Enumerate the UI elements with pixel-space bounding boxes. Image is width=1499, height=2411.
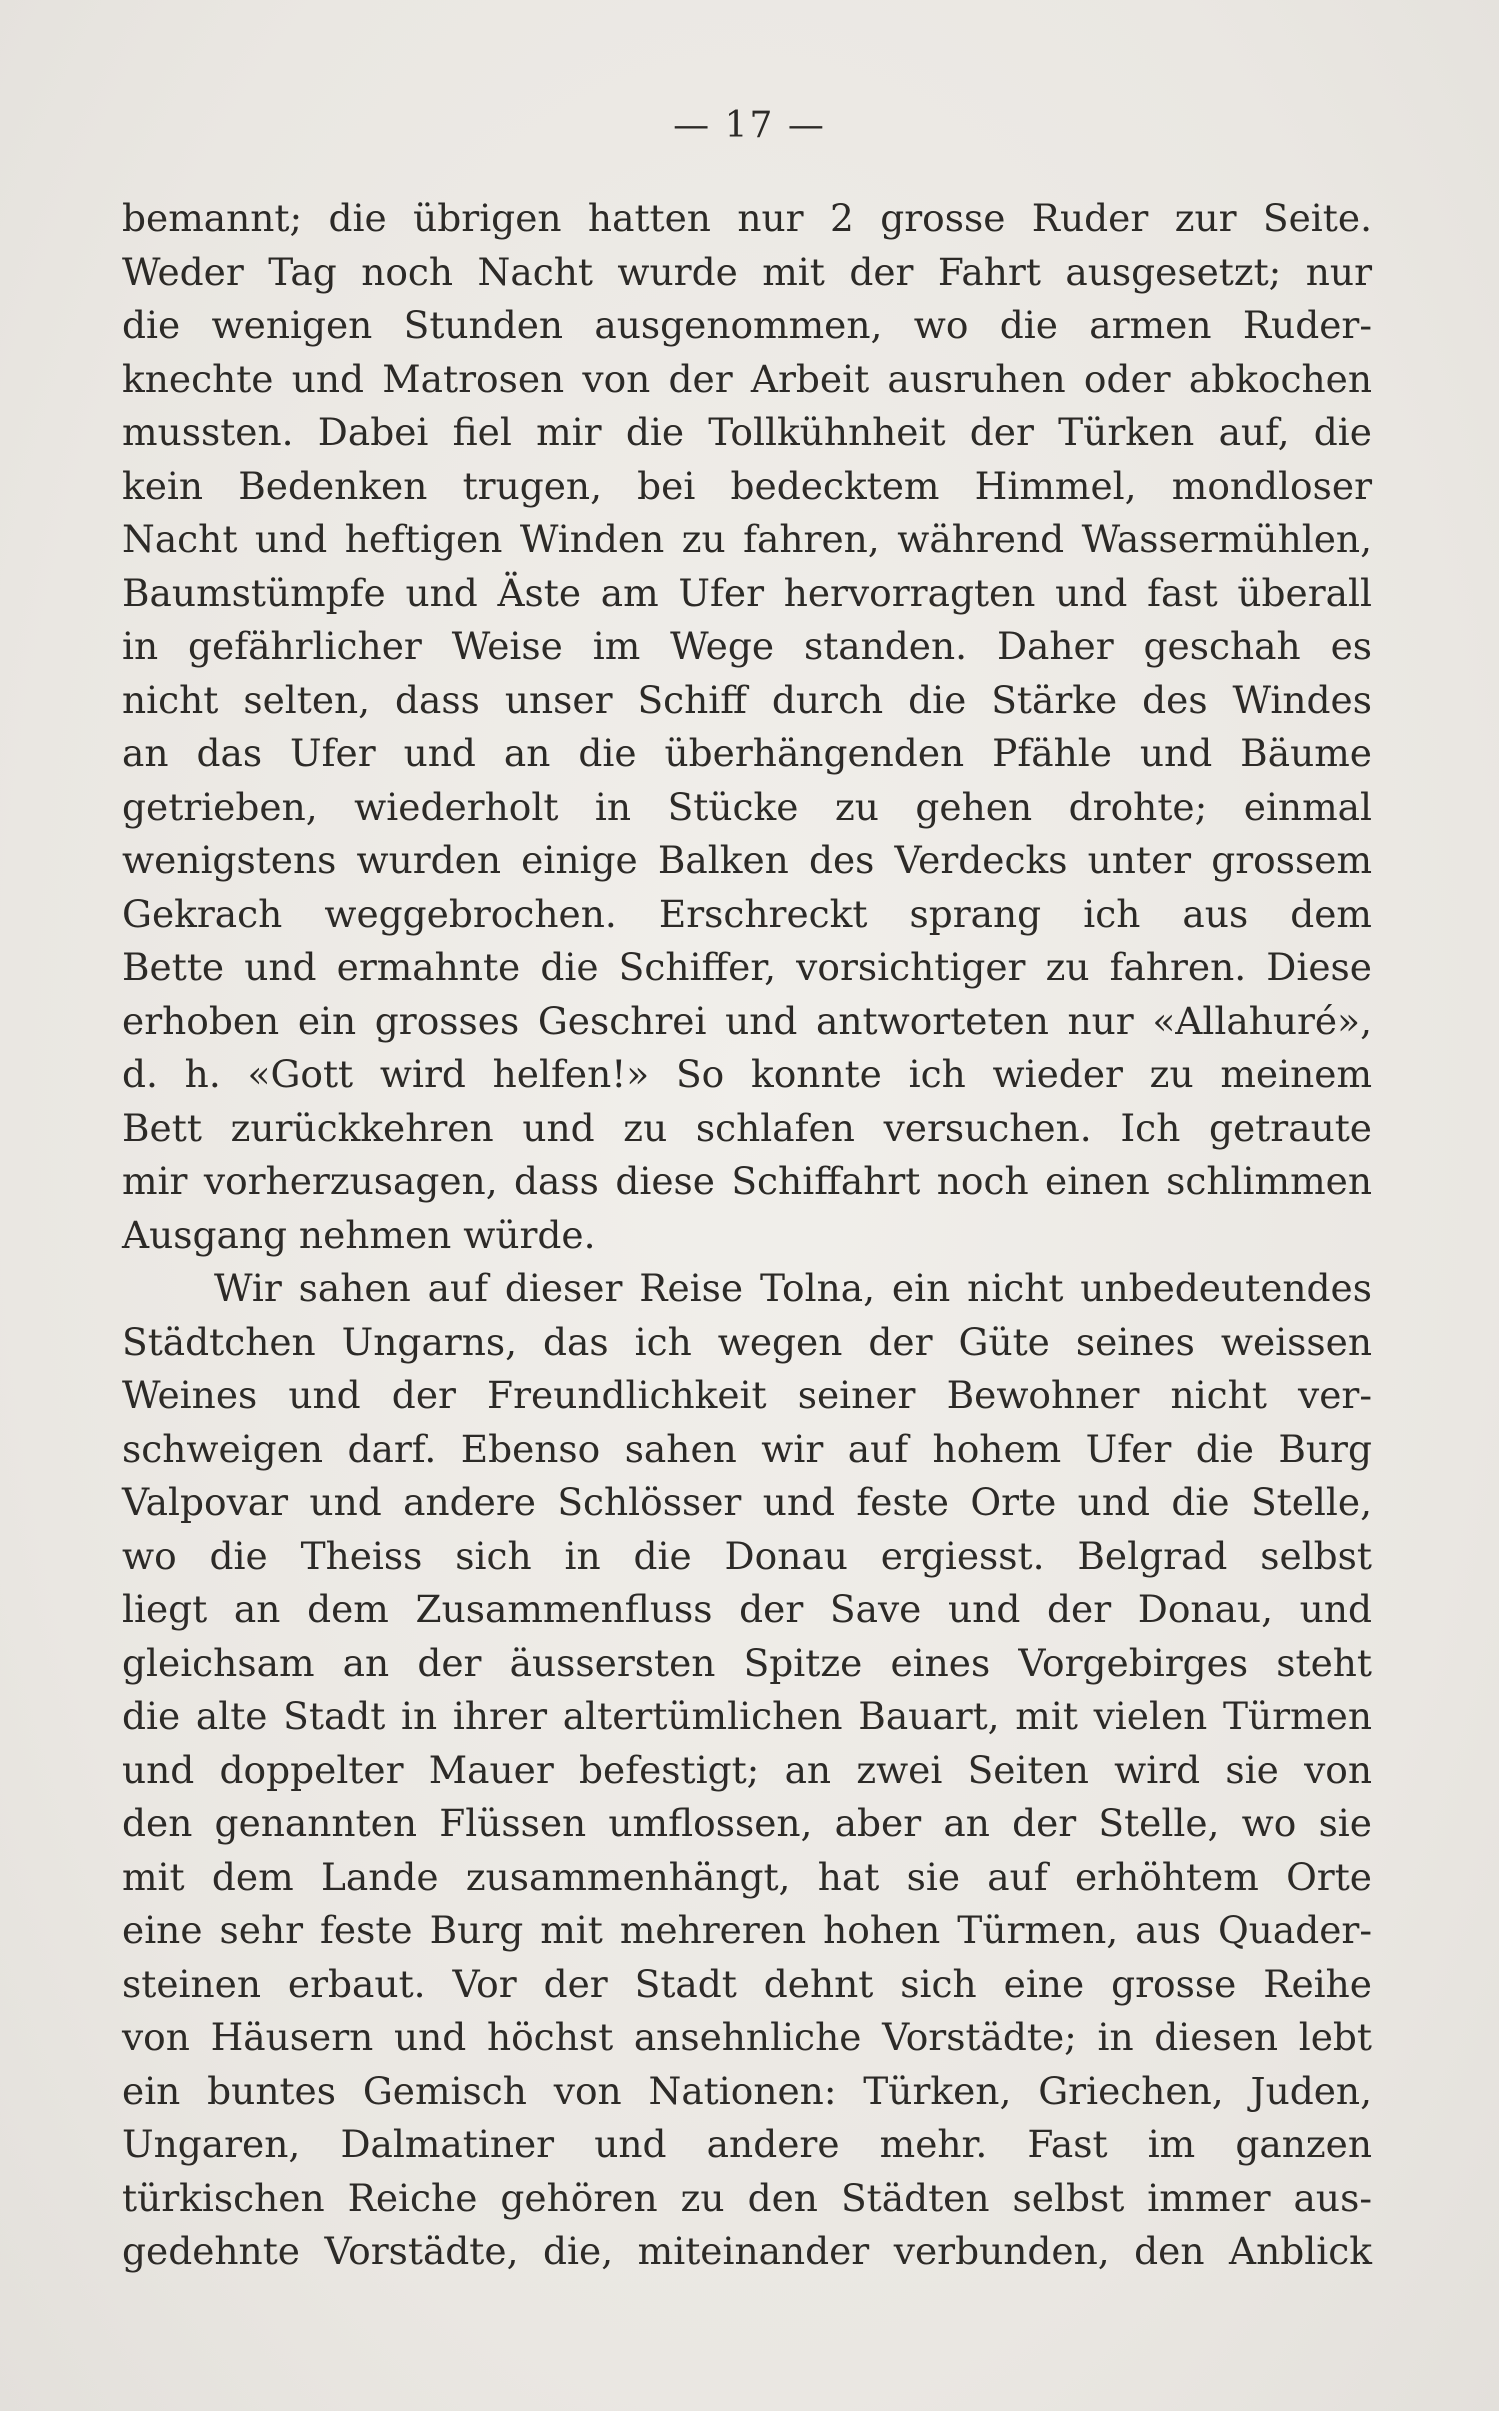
text-line: Nacht und heftigen Winden zu fahren, während Wassermühlen,: [122, 517, 1372, 561]
text-line: Baumstümpfe und Äste am Ufer hervorragten und fast überall: [122, 570, 1372, 615]
text-line: die alte Stadt in ihrer altertümlichen Bauart, mit vielen Türmen: [122, 1694, 1372, 1738]
body-text: [122, 192, 1372, 2279]
text-line: Gekrach weggebrochen. Erschreckt sprang ich aus dem: [122, 891, 1372, 936]
text-line: Bette und ermahnte die Schiffer, vorsichtiger zu fahren. Diese: [122, 945, 1372, 989]
text-line: erhoben ein grosses Geschrei und antworteten nur «Allahuré»,: [122, 998, 1372, 1043]
text-line: gedehnte Vorstädte, die, miteinander verbunden, den Anblick: [122, 2229, 1372, 2273]
text-line: wo die Theiss sich in die Donau ergiesst. Belgrad selbst: [122, 1533, 1372, 1578]
text-line: die wenigen Stunden ausgenommen, wo die armen Ruder-: [122, 303, 1372, 347]
text-line: steinen erbaut. Vor der Stadt dehnt sich eine grosse Reihe: [122, 1961, 1372, 2006]
text-line: mussten. Dabei fiel mir die Tollkühnheit der Türken auf, die: [122, 410, 1372, 454]
text-line: an das Ufer und an die überhängenden Pfähle und Bäume: [122, 731, 1372, 775]
text-line: Städtchen Ungarns, das ich wegen der Güte seines weissen: [122, 1319, 1372, 1364]
text-line: den genannten Flüssen umflossen, aber an der Stelle, wo sie: [122, 1801, 1372, 1845]
text-line: schweigen darf. Ebenso sahen wir auf hohem Ufer die Burg: [122, 1426, 1372, 1471]
text-line: knechte und Matrosen von der Arbeit ausruhen oder abkochen: [122, 356, 1372, 401]
text-line: mir vorherzusagen, dass diese Schiffahrt noch einen schlimmen: [122, 1159, 1372, 1203]
text-line: von Häusern und höchst ansehnliche Vorstädte; in diesen lebt: [122, 2015, 1372, 2059]
text-line: und doppelter Mauer befestigt; an zwei Seiten wird sie von: [122, 1747, 1372, 1792]
text-line: Valpovar und andere Schlösser und feste Orte und die Stelle,: [122, 1480, 1372, 1524]
text-line: mit dem Lande zusammenhängt, hat sie auf erhöhtem Orte: [122, 1854, 1372, 1899]
text-line: d. h. «Gott wird helfen!» So konnte ich wieder zu meinem: [122, 1052, 1372, 1096]
text-line: getrieben, wiederholt in Stücke zu gehen drohte; einmal: [122, 784, 1372, 829]
text-line: Weder Tag noch Nacht wurde mit der Fahrt ausgesetzt; nur: [122, 249, 1372, 294]
text-line: Ungaren, Dalmatiner und andere mehr. Fast im ganzen: [122, 2122, 1372, 2166]
text-line: türkischen Reiche gehören zu den Städten selbst immer aus-: [122, 2175, 1372, 2220]
paragraph-end-line: Ausgang nehmen würde.: [122, 1212, 596, 1257]
text-line: eine sehr feste Burg mit mehreren hohen Türmen, aus Quader-: [122, 1908, 1372, 1952]
text-line: bemannt; die übrigen hatten nur 2 grosse Ruder zur Seite.: [122, 196, 1372, 240]
text-line: kein Bedenken trugen, bei bedecktem Himmel, mondloser: [122, 463, 1372, 508]
text-line: Bett zurückkehren und zu schlafen versuchen. Ich getraute: [122, 1105, 1372, 1150]
paragraph-start-line: Wir sahen auf dieser Reise Tolna, ein nicht unbedeutendes: [214, 1266, 1372, 1310]
text-line: in gefährlicher Weise im Wege standen. Daher geschah es: [122, 624, 1372, 668]
text-line: wenigstens wurden einige Balken des Verdecks unter grossem: [122, 838, 1372, 882]
text-line: liegt an dem Zusammenfluss der Save und der Donau, und: [122, 1587, 1372, 1631]
page-number: — 17 —: [673, 105, 826, 146]
text-line: gleichsam an der äussersten Spitze eines Vorgebirges steht: [122, 1640, 1372, 1685]
text-line: nicht selten, dass unser Schiff durch die Stärke des Windes: [122, 677, 1372, 722]
text-line: Weines und der Freundlichkeit seiner Bewohner nicht ver-: [122, 1373, 1372, 1417]
text-line: ein buntes Gemisch von Nationen: Türken, Griechen, Juden,: [122, 2068, 1372, 2113]
